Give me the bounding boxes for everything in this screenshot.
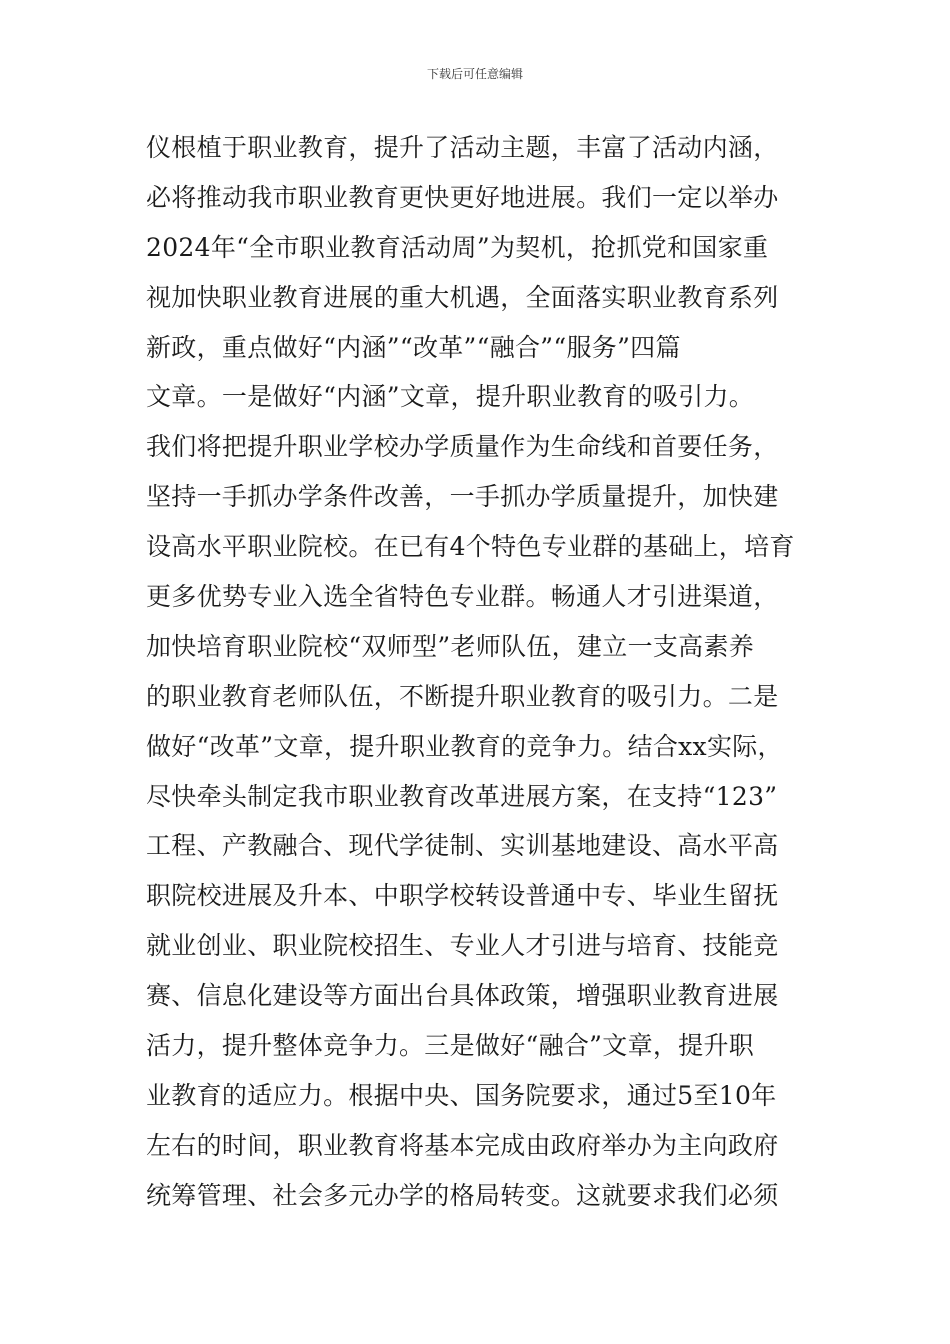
text-line: 设高水平职业院校。在已有4个特色专业群的基础上，培育 <box>146 532 795 562</box>
text-line: 就业创业、职业院校招生、专业人才引进与培育、技能竞 <box>146 931 779 961</box>
text-line: 坚持一手抓办学条件改善，一手抓办学质量提升，加快建 <box>146 482 779 512</box>
text-line: 我们将把提升职业学校办学质量作为生命线和首要任务， <box>146 432 779 462</box>
text-line: 业教育的适应力。根据中央、国务院要求，通过5至10年 <box>146 1080 777 1110</box>
text-line: 职院校进展及升本、中职学校转设普通中专、毕业生留抚 <box>146 881 779 911</box>
text-line: 仪根植于职业教育，提升了活动主题，丰富了活动内涵， <box>146 133 779 162</box>
text-line: 2024年“全市职业教育活动周”为契机，抢抓党和国家重 <box>146 232 769 262</box>
text-line: 更多优势专业入选全省特色专业群。畅通人才引进渠道， <box>146 582 779 612</box>
text-line: 工程、产教融合、现代学徒制、实训基地建设、高水平高 <box>146 831 779 861</box>
text-line: 赛、信息化建设等方面出台具体政策，增强职业教育进展 <box>146 981 779 1011</box>
body-paragraph <box>146 123 846 1221</box>
text-line: 左右的时间，职业教育将基本完成由政府举办为主向政府 <box>146 1130 779 1160</box>
text-line: 文章。一是做好“内涵”文章，提升职业教育的吸引力。 <box>146 382 755 412</box>
text-line: 活力，提升整体竞争力。三是做好“融合”文章，提升职 <box>146 1031 755 1061</box>
text-line: 的职业教育老师队伍，不断提升职业教育的吸引力。二是 <box>146 681 779 711</box>
text-line: 尽快牵头制定我市职业教育改革进展方案，在支持“123” <box>146 781 778 811</box>
text-line: 视加快职业教育进展的重大机遇，全面落实职业教育系列 <box>146 282 779 312</box>
text-line: 新政，重点做好“内涵”“改革”“融合”“服务”四篇 <box>146 332 681 362</box>
text-line: 统筹管理、社会多元办学的格局转变。这就要求我们必须 <box>146 1180 779 1210</box>
header-note: 下载后可任意编辑 <box>426 67 523 81</box>
text-line: 加快培育职业院校“双师型”老师队伍，建立一支高素养 <box>146 631 755 661</box>
text-line: 必将推动我市职业教育更快更好地进展。我们一定以举办 <box>146 182 779 212</box>
text-line: 做好“改革”文章，提升职业教育的竞争力。结合xx实际， <box>146 731 783 761</box>
